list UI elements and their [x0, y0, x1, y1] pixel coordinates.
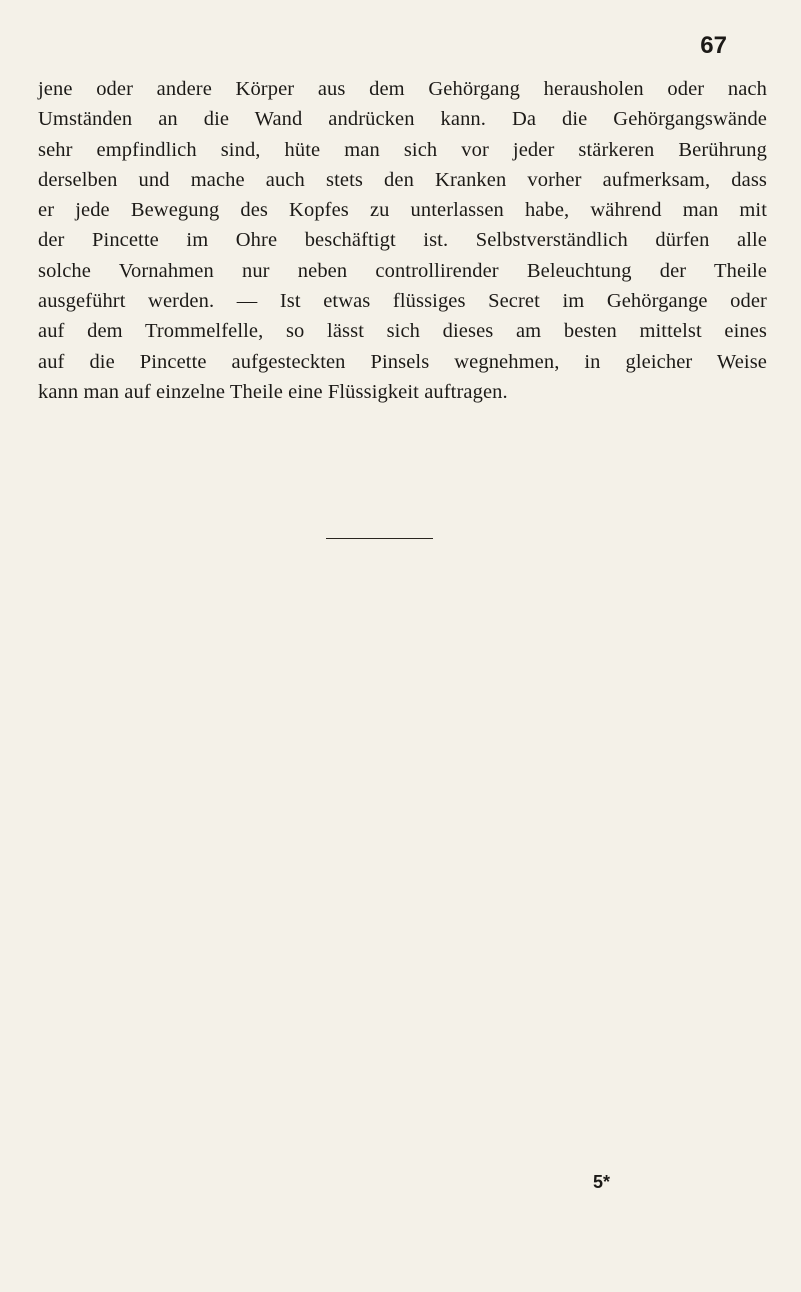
page-number: 67: [700, 32, 727, 59]
body-line-4: derselben und mache auch stets den Kranken vorher aufmerksam, dass: [38, 168, 767, 191]
body-line-5: er jede Bewegung des Kopfes zu unterlassen habe, während man mit: [38, 199, 767, 222]
body-line-7: solche Vornahmen nur neben controllirender Beleuchtung der Theile: [38, 259, 767, 282]
body-line-8: ausgeführt werden. — Ist etwas flüssiges Secret im Gehörgange oder: [38, 290, 767, 313]
body-line-3: sehr empfindlich sind, hüte man sich vor jeder stärkeren Berührung: [38, 138, 767, 161]
body-line-2: Umständen an die Wand andrücken kann. Da die Gehörgangswände: [38, 108, 767, 131]
body-line-11: kann man auf einzelne Theile eine Flüssigkeit auftragen.: [38, 380, 508, 403]
body-line-1: jene oder andere Körper aus dem Gehörgang herausholen oder nach: [38, 78, 767, 100]
body-line-6: der Pincette im Ohre beschäftigt ist. Selbstverständlich dürfen alle: [38, 229, 767, 252]
body-line-9: auf dem Trommelfelle, so lässt sich dieses am besten mittelst eines: [38, 320, 767, 343]
body-line-10: auf die Pincette aufgesteckten Pinsels wegnehmen, in gleicher Weise: [38, 350, 767, 373]
section-divider: [326, 538, 433, 539]
printer-signature: 5*: [593, 1172, 611, 1192]
body-paragraph: [38, 74, 767, 407]
